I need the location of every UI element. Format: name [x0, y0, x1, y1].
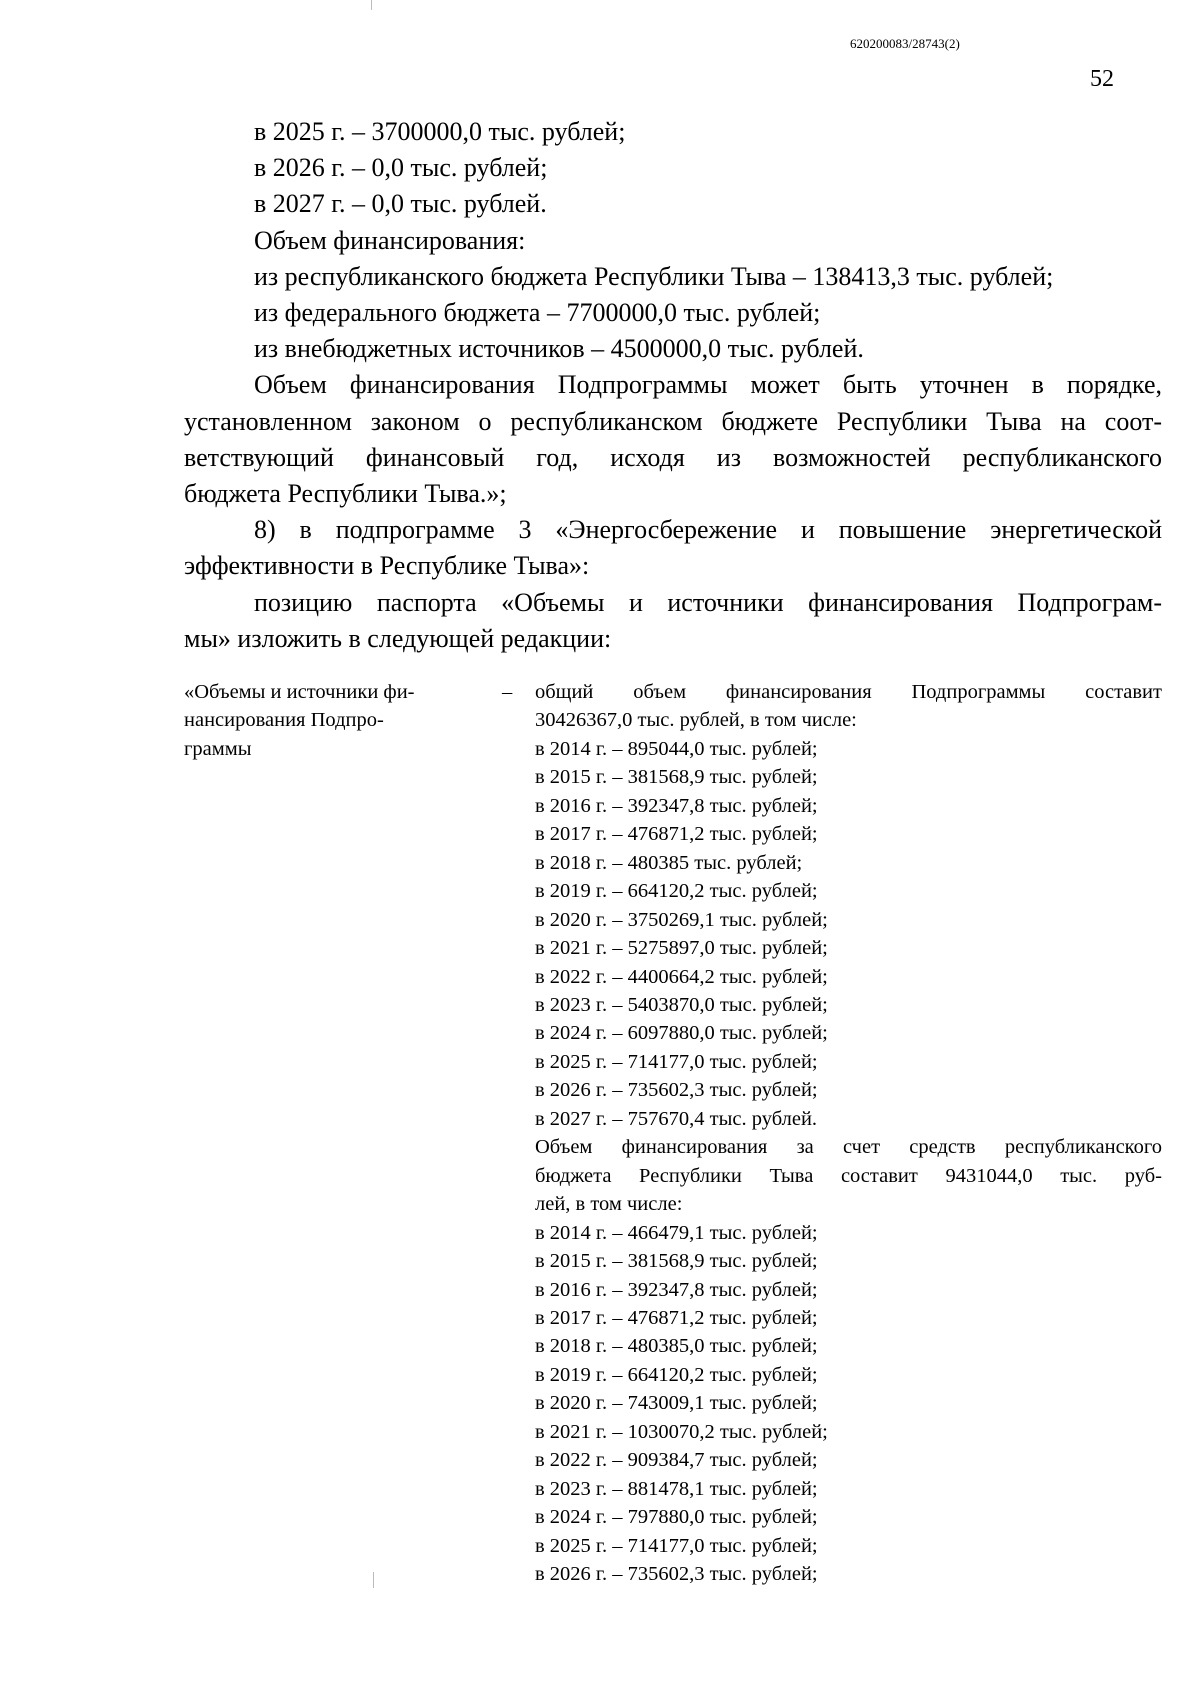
label-line: граммы [184, 737, 252, 760]
scan-mark-bottom [373, 1572, 374, 1588]
table-label-cell [184, 678, 484, 763]
body-line: в 2025 г. – 3700000,0 тыс. рублей; [254, 117, 626, 146]
year-line: в 2021 г. – 1030070,2 тыс. рублей; [535, 1420, 828, 1443]
year-line: в 2018 г. – 480385,0 тыс. рублей; [535, 1335, 818, 1358]
year-line: в 2021 г. – 5275897,0 тыс. рублей; [535, 937, 828, 960]
paragraph-line: 8) в подпрограмме 3 «Энергосбережение и повышение энергетической [254, 515, 1162, 545]
label-line: «Объемы и источники фи- [184, 681, 415, 703]
year-line: в 2027 г. – 757670,4 тыс. рублей. [535, 1107, 818, 1130]
value-line: бюджета Республики Тыва составит 9431044,0 тыс. руб- [535, 1164, 1162, 1187]
year-line: в 2014 г. – 466479,1 тыс. рублей; [535, 1221, 818, 1244]
year-line: в 2026 г. – 735602,3 тыс. рублей; [535, 1079, 818, 1102]
value-line: лей, в том числе: [535, 1193, 683, 1216]
table-value-cell [535, 678, 1162, 1589]
body-line: в 2027 г. – 0,0 тыс. рублей. [254, 189, 547, 219]
table-dash: – [502, 681, 513, 703]
year-line: в 2023 г. – 5403870,0 тыс. рублей; [535, 993, 828, 1016]
paragraph-line: позицию паспорта «Объемы и источники финансирования Подпрограм- [254, 587, 1162, 617]
body-line: из республиканского бюджета Республики Тыва – 138413,3 тыс. рублей; [254, 261, 1054, 291]
year-line: в 2019 г. – 664120,2 тыс. рублей; [535, 1363, 818, 1386]
year-line: в 2014 г. – 895044,0 тыс. рублей; [535, 737, 818, 760]
year-line: в 2017 г. – 476871,2 тыс. рублей; [535, 823, 818, 846]
paragraph-line: установленном законом о республиканском бюджете Республики Тыва на соот- [184, 406, 1162, 436]
year-line: в 2025 г. – 714177,0 тыс. рублей; [535, 1534, 818, 1557]
year-line: в 2019 г. – 664120,2 тыс. рублей; [535, 880, 818, 903]
document-body [184, 114, 1162, 657]
year-line: в 2026 г. – 735602,3 тыс. рублей; [535, 1563, 818, 1586]
year-line: в 2020 г. – 3750269,1 тыс. рублей; [535, 908, 828, 931]
paragraph-line: эффективности в Республике Тыва»: [184, 551, 590, 581]
value-line: Объем финансирования за счет средств республиканского [535, 1136, 1162, 1159]
paragraph-line: бюджета Республики Тыва.»; [184, 479, 507, 509]
year-line: в 2025 г. – 714177,0 тыс. рублей; [535, 1050, 818, 1073]
body-line: из внебюджетных источников – 4500000,0 тыс. рублей. [254, 334, 864, 364]
paragraph-line: ветствующий финансовый год, исходя из возможностей республиканского [184, 442, 1162, 472]
year-line: в 2016 г. – 392347,8 тыс. рублей; [535, 1278, 818, 1301]
year-line: в 2020 г. – 743009,1 тыс. рублей; [535, 1392, 818, 1415]
body-line: Объем финансирования: [254, 225, 526, 255]
year-line: в 2015 г. – 381568,9 тыс. рублей; [535, 1250, 818, 1273]
paragraph-line: мы» изложить в следующей редакции: [184, 623, 612, 653]
body-line: в 2026 г. – 0,0 тыс. рублей; [254, 153, 548, 183]
document-id: 620200083/28743(2) [850, 36, 960, 51]
year-line: в 2015 г. – 381568,9 тыс. рублей; [535, 766, 818, 789]
page-number: 52 [1090, 66, 1114, 92]
body-line: из федерального бюджета – 7700000,0 тыс. рублей; [254, 298, 821, 328]
year-line: в 2023 г. – 881478,1 тыс. рублей; [535, 1477, 818, 1500]
year-line: в 2018 г. – 480385 тыс. рублей; [535, 851, 803, 874]
year-line: в 2017 г. – 476871,2 тыс. рублей; [535, 1306, 818, 1329]
year-line: в 2016 г. – 392347,8 тыс. рублей; [535, 794, 818, 817]
paragraph-line: Объем финансирования Подпрограммы может быть уточнен в порядке, [254, 370, 1162, 400]
scan-mark-top [371, 0, 372, 10]
label-line: нансирования Подпро- [184, 709, 384, 732]
year-line: в 2022 г. – 909384,7 тыс. рублей; [535, 1449, 818, 1472]
value-line: 30426367,0 тыс. рублей, в том числе: [535, 709, 857, 732]
value-line: общий объем финансирования Подпрограммы составит [535, 681, 1162, 703]
year-line: в 2024 г. – 797880,0 тыс. рублей; [535, 1506, 818, 1529]
year-line: в 2024 г. – 6097880,0 тыс. рублей; [535, 1022, 828, 1045]
year-line: в 2022 г. – 4400664,2 тыс. рублей; [535, 965, 828, 988]
